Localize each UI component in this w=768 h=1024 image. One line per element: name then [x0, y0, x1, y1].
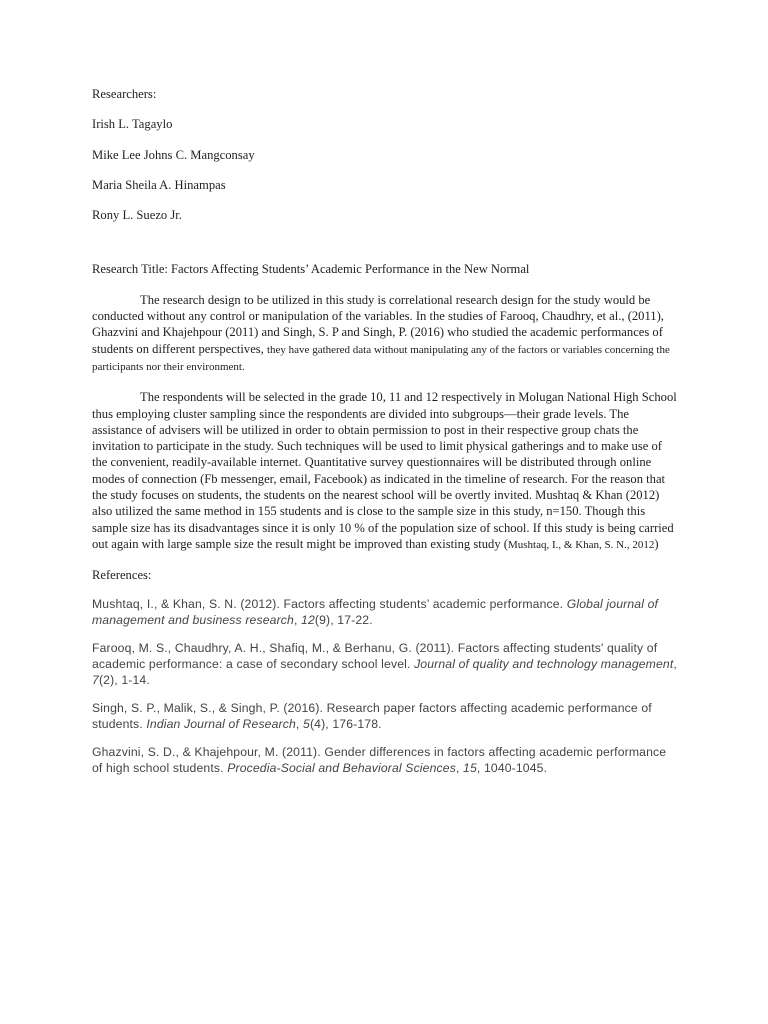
reference-sep: ,: [293, 612, 302, 627]
reference-volume: 7: [92, 672, 99, 687]
reference-journal: Journal of quality and technology management: [414, 656, 674, 671]
reference-lead: Ghazvini, S. D., & Khajehpour, M. (2011). Gender differences in factors affecting academic performance of high school students.: [92, 744, 667, 775]
reference-rest: , 1040-1045.: [476, 760, 548, 775]
reference-entry: [92, 700, 678, 732]
reference-journal: Indian Journal of Research: [146, 716, 296, 731]
paragraph-text-end: ): [654, 536, 659, 551]
reference-lead: Singh, S. P., Malik, S., & Singh, P. (2016). Research paper factors affecting academic performance of students.: [92, 700, 652, 731]
reference-rest: (9), 17-22.: [314, 612, 373, 627]
reference-lead: Farooq, M. S., Chaudhry, A. H., Shafiq, M., & Berhanu, G. (2011). Factors affecting students' quality of academic performance: a case of secondary school level.: [92, 640, 658, 671]
reference-rest: (2), 1-14.: [98, 672, 150, 687]
reference-journal: Procedia-Social and Behavioral Sciences: [227, 760, 456, 775]
reference-volume: 5: [303, 716, 310, 731]
reference-entry: [92, 744, 678, 776]
reference-volume: 15: [463, 760, 477, 775]
reference-rest: (4), 176-178.: [309, 716, 382, 731]
paragraph-respondents: [92, 389, 678, 553]
reference-sep: ,: [673, 656, 677, 671]
reference-sep: ,: [295, 716, 303, 731]
citation-text: Mushtaq, I., & Khan, S. N., 2012: [507, 538, 655, 551]
researchers-label: Researchers:: [92, 87, 157, 101]
paragraph-text: The respondents will be selected in the grade 10, 11 and 12 respectively in Molugan National High School thus employing cluster sampling since the respondents are divided into subgroups—their grade levels. The assistance of advisers will be utilized in order to obtain permission to post in their respective group chats the invitation to participate in the study. Such techniques will be used to limit physical gatherings and to make use of the convenient, readily-available internet. Quantitative survey questionnaires will be distributed through online modes of connection (Fb messenger, email, Facebook) as indicated in the timeline of research. For the reason that the study focuses on students, the students on the nearest school will be overtly invited. Mushtaq & Khan (2012) also utilized the same method in 155 students and is close to the sample size in this study, n=150. Though this sample size has its disadvantages since it is only 10 % of the population size of school. If this study is being carried out again with large sample size the result might be improved than existing study (: [92, 390, 677, 551]
references-label: References:: [92, 568, 152, 583]
research-title: Research Title: Factors Affecting Students’ Academic Performance in the New Normal: [92, 262, 530, 277]
reference-entry: [92, 596, 678, 628]
researcher-name: Mike Lee Johns C. Mangconsay: [92, 147, 255, 162]
researcher-name: Maria Sheila A. Hinampas: [92, 177, 226, 192]
reference-journal: Global journal of management and business research: [92, 596, 659, 627]
reference-volume: 12: [301, 612, 315, 627]
paragraph-research-design: [92, 292, 678, 375]
researcher-name: Rony L. Suezo Jr.: [92, 208, 182, 223]
document-body: [92, 86, 678, 788]
reference-entry: [92, 640, 678, 688]
paragraph-text: The research design to be utilized in this study is correlational research design for the study would be conducted without any control or manipulation of the variables. In the studies of Farooq, Chaudhry, et al., (2011), Ghazvini and Khajehpour (2011) and Singh, S. P and Singh, P. (2016) who studied the academic performances of students on different perspectives,: [92, 292, 664, 356]
researcher-name: Irish L. Tagaylo: [92, 117, 173, 132]
reference-sep: ,: [455, 760, 464, 775]
paragraph-small-text: they have gathered data without manipulating any of the factors or variables concerning the participants nor their environment.: [92, 343, 670, 373]
reference-lead: Mushtaq, I., & Khan, S. N. (2012). Factors affecting students’ academic performance.: [92, 596, 567, 611]
